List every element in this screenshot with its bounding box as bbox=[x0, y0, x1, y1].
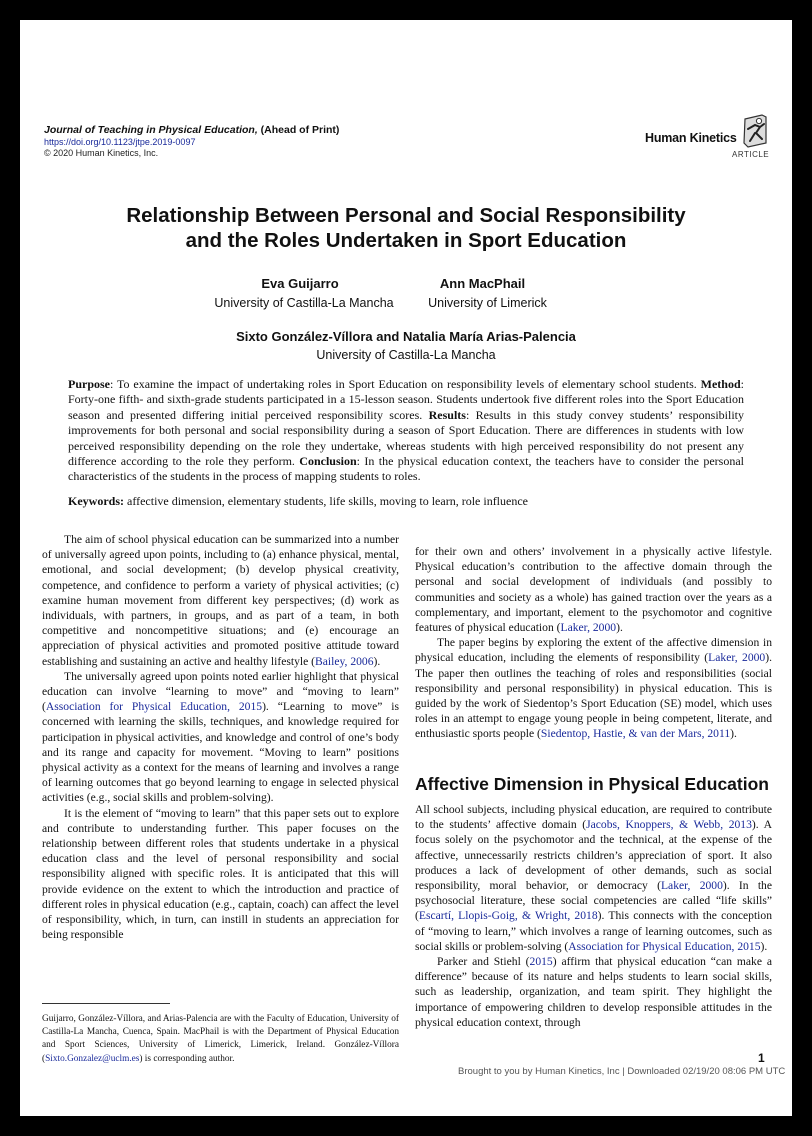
paragraph-text: for their own and others’ involvement in a physically active lifestyle. Physical education’s contribution to the affective domain through the personal and social development of individuals (and possibly to communities and society as a whole) has gained traction over the years as a complementary, and important, element to the psychomotor and cognitive features of physical education ( bbox=[415, 545, 772, 635]
paper-page bbox=[20, 20, 792, 1116]
paragraph bbox=[42, 669, 399, 806]
paragraph-text: ) affirm that physical education “can make a difference” because of its nature and helps students to learn social skills, such as leadership, organization, and team spirit. They highlight the importance of empowering children to develop responsible attitudes in the physical education context, through bbox=[415, 955, 773, 1029]
body-right-column-section bbox=[415, 802, 772, 1030]
paragraph-text: ). bbox=[730, 727, 737, 741]
ahead-of-print: (Ahead of Print) bbox=[260, 124, 340, 136]
paragraph-text: Parker and Stiehl ( bbox=[437, 955, 530, 969]
footnote-text: ) is corresponding author. bbox=[139, 1053, 235, 1064]
citation-link[interactable]: Association for Physical Education, 2015 bbox=[568, 939, 761, 953]
title-line-1: Relationship Between Personal and Social Responsibility bbox=[126, 204, 686, 227]
paragraph-text: ). This connects with the conception of “moving to learn,” which involves a range of learning outcomes, such as social skills or problem-solving ( bbox=[415, 909, 772, 953]
author-footnote bbox=[42, 1013, 399, 1066]
paragraph: It is the element of “moving to learn” that this paper sets out to explore and contribute to understanding further. This paper focuses on the relationship between different roles that students undertake in a physical education class and the level of personal responsibility and social responsibility aligned with specific roles. It is anticipated that this will provide evidence on the extent to which the introduction and practice of different roles in physical education (e.g., captain, coach) can affect the level of responsibility, which, in turn, can instill in students an appreciation for being responsible bbox=[42, 806, 399, 942]
author-affiliation: University of Limerick bbox=[428, 296, 547, 310]
body-right-column bbox=[415, 544, 772, 742]
paragraph-text: The aim of school physical education can be summarized into a number of universally agreed upon points, including to (a) enhance physical, mental, emotional, and social development; (b) develop physical creativity, competence, and confidence to perform a variety of physical activities; (c) examine human movement from different key perspectives; (d) work as individuals, with partners, in groups, and as part of a team, in both competitive and noncompetitive situations; and (e) encourage an appreciation of physical activities and promoted positive attitude toward establishing and sustaining an active and healthy lifestyle ( bbox=[42, 533, 399, 668]
paragraph bbox=[415, 954, 772, 1030]
paragraph-text: ). bbox=[616, 621, 623, 635]
citation-link[interactable]: Laker, 2000 bbox=[660, 879, 723, 893]
article-title bbox=[20, 203, 792, 253]
doi-link[interactable]: https://doi.org/10.1123/jtpe.2019-0097 bbox=[44, 137, 196, 147]
abstract bbox=[68, 377, 744, 485]
purpose-text: : To examine the impact of undertaking roles in Sport Education on responsibility levels of elementary school students. bbox=[110, 377, 701, 391]
citation-link[interactable]: Escartí, Llopis-Goig, & Wright, 2018 bbox=[418, 909, 598, 923]
paragraph bbox=[42, 532, 399, 669]
paragraph-text: The universally agreed upon points noted earlier highlight that physical education can involve “learning to move” and “moving to learn” ( bbox=[42, 669, 399, 714]
journal-title: Journal of Teaching in Physical Education, bbox=[44, 124, 258, 136]
purpose-label: Purpose bbox=[68, 377, 110, 391]
paragraph bbox=[415, 635, 772, 741]
conclusion-label: Conclusion bbox=[299, 454, 357, 469]
paragraph bbox=[415, 544, 772, 635]
paragraph-text: All school subjects, including physical education, are required to contribute to the students’ affective domain ( bbox=[415, 803, 772, 832]
publisher-name: Human Kinetics bbox=[645, 131, 737, 145]
author-name: Ann MacPhail bbox=[439, 276, 526, 291]
body-left-column bbox=[42, 532, 399, 942]
title-line-2: and the Roles Undertaken in Sport Education bbox=[185, 229, 627, 252]
paragraph-text: ). The paper then outlines the teaching of roles and responsibilities (social responsibility and personal responsibility) in physical education. This is guided by the work of Siedentop’s Sport Education (SE) model, which uses roles in an attempt to engage young people in being competent, literate, and enthusiastic sports people ( bbox=[415, 651, 772, 741]
keywords bbox=[68, 494, 744, 509]
paragraph-text: ). In the psychosocial literature, these social competencies are called “life skills” ( bbox=[415, 879, 772, 923]
footnote-text: Guijarro, González-Víllora, and Arias-Palencia are with the Faculty of Education, University of Castilla-La Mancha, Cuenca, Spain. MacPhail is with the Department of Physical Education and Sport Sciences, University of Limerick, Limerick, Ireland. González-Víllora ( bbox=[42, 1014, 399, 1064]
conclusion-text: : In the physical education context, the teachers have to consider the personal characteristics of the students in the process of mapping students to roles. bbox=[68, 454, 744, 484]
author-affiliation: University of Castilla-La Mancha bbox=[316, 348, 496, 362]
citation-link[interactable]: Laker, 2000 bbox=[560, 621, 617, 635]
journal-citation bbox=[44, 124, 339, 136]
email-link[interactable]: Sixto.Gonzalez@uclm.es bbox=[45, 1053, 140, 1064]
citation-link[interactable]: Association for Physical Education, 2015 bbox=[45, 700, 263, 714]
download-note: Brought to you by Human Kinetics, Inc | Downloaded 02/19/20 08:06 PM UTC bbox=[458, 1066, 786, 1077]
paragraph-text: The paper begins by exploring the extent of the affective dimension in physical education, including the elements of responsibility ( bbox=[415, 636, 772, 665]
paragraph-text: ). bbox=[760, 939, 768, 953]
article-type-label: ARTICLE bbox=[732, 150, 770, 159]
citation-link[interactable]: Laker, 2000 bbox=[708, 651, 766, 665]
page-number: 1 bbox=[758, 1051, 765, 1065]
method-label: Method bbox=[700, 377, 741, 391]
results-text: : Results in this study convey students’ responsibility improvements for both personal and social responsibility during a season of Sport Education. There are differences in students with low perceived responsibility depending on the role they undertake, whereas students with high perceived responsibility do not present any difference according to the role they perform. bbox=[68, 407, 744, 469]
paragraph-text: ). “Learning to move” is concerned with learning the skills, techniques, and knowledge required for participation in physical activities, and knowledge and control of one’s body and its range and capacity for movement. “Moving to learn” positions physical activity as a context for the means of learning and involves a range of learning outcomes that go beyond learning to engage in selected physical activities (e.g., social skills and problem-solving). bbox=[42, 700, 400, 805]
author-affiliation: University of Castilla-La Mancha bbox=[214, 296, 394, 310]
results-label: Results bbox=[428, 407, 466, 422]
author-name: Eva Guijarro bbox=[261, 276, 339, 291]
copyright: © 2020 Human Kinetics, Inc. bbox=[44, 148, 159, 158]
author-name: Sixto González-Víllora and Natalia María Arias-Palencia bbox=[236, 329, 576, 344]
method-text: : Forty-one fifth- and sixth-grade students participated in a 15-lesson season. Students undertook five different roles into the Sport Education season and presented differing initial perceived responsibility scores. bbox=[68, 377, 744, 422]
section-heading: Affective Dimension in Physical Education bbox=[415, 774, 769, 794]
keywords-label: Keywords: bbox=[68, 494, 124, 508]
human-kinetics-logo-icon bbox=[742, 113, 768, 149]
paragraph-text: ). A focus solely on the psychomotor and the technical, at the expense of the affective, unnecessarily restricts children’s appreciation of sport. It also produces a lack of development of other demands, such as social responsibility, moral behavior, or democracy ( bbox=[415, 818, 772, 893]
citation-link[interactable]: 2015 bbox=[529, 955, 553, 969]
keywords-text: affective dimension, elementary students, life skills, moving to learn, role influence bbox=[124, 494, 528, 508]
footnote-divider bbox=[42, 1003, 170, 1004]
citation-link[interactable]: Bailey, 2006 bbox=[315, 654, 374, 668]
citation-link[interactable]: Jacobs, Knoppers, & Webb, 2013 bbox=[586, 818, 752, 832]
paragraph-text: ). bbox=[373, 654, 381, 668]
paragraph bbox=[415, 802, 772, 954]
citation-link[interactable]: Siedentop, Hastie, & van der Mars, 2011 bbox=[540, 727, 731, 741]
